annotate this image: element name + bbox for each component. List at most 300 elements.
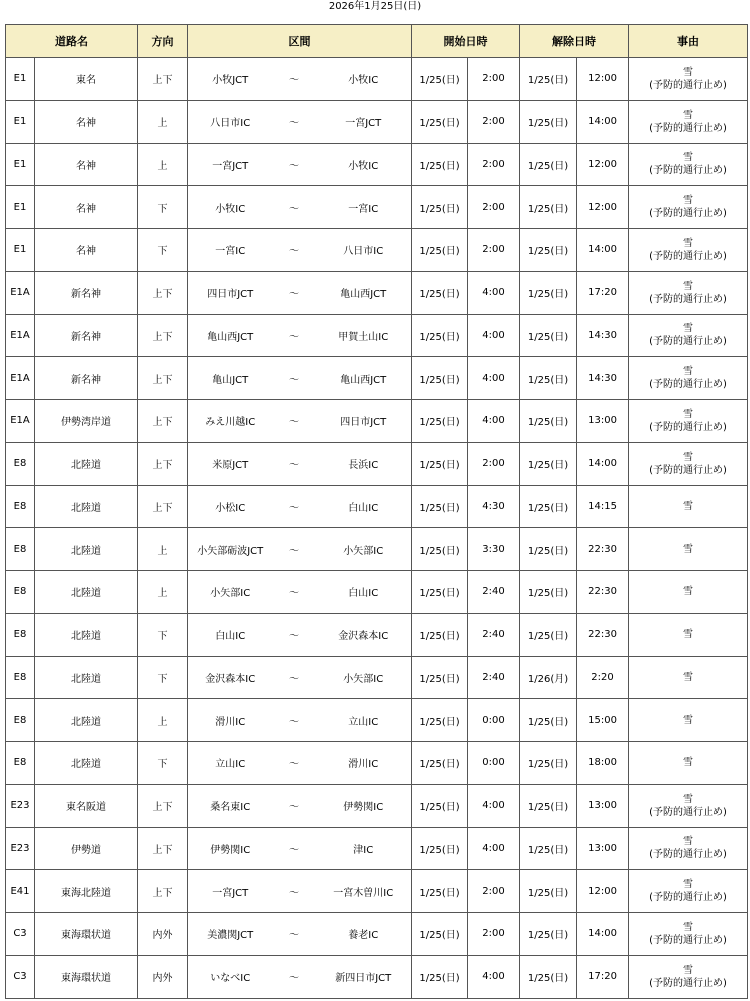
reason-cell	[629, 913, 748, 956]
start-time: 2:00	[468, 913, 520, 956]
section-from: 小松IC	[188, 485, 273, 528]
direction: 上下	[138, 357, 188, 400]
start-time: 4:00	[468, 357, 520, 400]
reason-note: (予防的通行止め)	[649, 165, 727, 177]
section-to: 新四日市JCT	[316, 955, 412, 998]
start-date: 1/25(日)	[412, 913, 468, 956]
end-date: 1/25(日)	[520, 100, 577, 143]
end-date: 1/25(日)	[520, 870, 577, 913]
road-name: 新名神	[35, 314, 138, 357]
road-code: E1A	[6, 400, 35, 443]
end-date: 1/25(日)	[520, 613, 577, 656]
section-from: みえ川越IC	[188, 400, 273, 443]
reason-cell	[629, 870, 748, 913]
reason-cell	[629, 571, 748, 614]
start-date: 1/25(日)	[412, 613, 468, 656]
reason: 雪	[683, 964, 694, 976]
section-to: 白山IC	[316, 571, 412, 614]
road-name: 伊勢湾岸道	[35, 400, 138, 443]
reason: 雪	[683, 586, 694, 598]
direction: 上	[138, 143, 188, 186]
section-from: 小牧JCT	[188, 58, 273, 101]
section-separator: ～	[273, 485, 316, 528]
reason-cell	[629, 271, 748, 314]
table-row	[6, 955, 748, 998]
section-from: 八日市IC	[188, 100, 273, 143]
direction: 内外	[138, 955, 188, 998]
section-separator: ～	[273, 229, 316, 272]
road-closure-table	[5, 24, 748, 999]
section-separator: ～	[273, 656, 316, 699]
start-time: 2:00	[468, 100, 520, 143]
end-time: 14:30	[577, 314, 629, 357]
reason: 雪	[683, 109, 694, 121]
section-from: 伊勢関IC	[188, 827, 273, 870]
section-from: 桑名東IC	[188, 784, 273, 827]
header-end: 解除日時	[520, 25, 629, 58]
direction: 上下	[138, 442, 188, 485]
table-row	[6, 613, 748, 656]
road-name: 北陸道	[35, 571, 138, 614]
road-code: E8	[6, 485, 35, 528]
end-date: 1/25(日)	[520, 913, 577, 956]
reason-note: (予防的通行止め)	[649, 464, 727, 476]
start-time: 2:00	[468, 442, 520, 485]
section-to: 白山IC	[316, 485, 412, 528]
section-separator: ～	[273, 571, 316, 614]
end-date: 1/25(日)	[520, 186, 577, 229]
section-to: 養老IC	[316, 913, 412, 956]
section-from: 美濃関JCT	[188, 913, 273, 956]
end-time: 14:00	[577, 913, 629, 956]
start-date: 1/25(日)	[412, 100, 468, 143]
reason: 雪	[683, 879, 694, 891]
road-code: E1	[6, 186, 35, 229]
direction: 上	[138, 699, 188, 742]
header-reason: 事由	[629, 25, 748, 58]
section-to: 甲賀土山IC	[316, 314, 412, 357]
section-to: 立山IC	[316, 699, 412, 742]
road-name: 北陸道	[35, 613, 138, 656]
section-to: 小牧IC	[316, 58, 412, 101]
section-to: 一宮木曽川IC	[316, 870, 412, 913]
road-code: E1	[6, 143, 35, 186]
direction: 上	[138, 571, 188, 614]
road-code: E8	[6, 442, 35, 485]
reason: 雪	[683, 237, 694, 249]
section-from: 亀山西JCT	[188, 314, 273, 357]
table-row	[6, 357, 748, 400]
start-time: 4:30	[468, 485, 520, 528]
table-row	[6, 314, 748, 357]
reason: 雪	[683, 543, 694, 555]
road-code: E8	[6, 656, 35, 699]
end-date: 1/25(日)	[520, 143, 577, 186]
start-time: 2:00	[468, 143, 520, 186]
reason: 雪	[683, 921, 694, 933]
reason-cell	[629, 400, 748, 443]
reason-note: (予防的通行止め)	[649, 79, 727, 91]
road-name: 北陸道	[35, 485, 138, 528]
reason: 雪	[683, 195, 694, 207]
start-date: 1/25(日)	[412, 784, 468, 827]
end-time: 14:15	[577, 485, 629, 528]
road-name: 名神	[35, 143, 138, 186]
table-row	[6, 571, 748, 614]
table-row	[6, 913, 748, 956]
section-separator: ～	[273, 314, 316, 357]
section-from: 立山IC	[188, 742, 273, 785]
end-date: 1/25(日)	[520, 271, 577, 314]
direction: 上	[138, 100, 188, 143]
reason-note: (予防的通行止め)	[649, 934, 727, 946]
section-separator: ～	[273, 742, 316, 785]
road-code: E23	[6, 827, 35, 870]
direction: 内外	[138, 913, 188, 956]
start-time: 2:40	[468, 656, 520, 699]
end-date: 1/25(日)	[520, 314, 577, 357]
start-time: 4:00	[468, 314, 520, 357]
section-from: 白山IC	[188, 613, 273, 656]
start-date: 1/25(日)	[412, 485, 468, 528]
direction: 下	[138, 229, 188, 272]
section-to: 四日市JCT	[316, 400, 412, 443]
table-row	[6, 186, 748, 229]
end-time: 12:00	[577, 870, 629, 913]
header-road: 道路名	[6, 25, 138, 58]
end-time: 15:00	[577, 699, 629, 742]
section-separator: ～	[273, 357, 316, 400]
reason-note: (予防的通行止め)	[649, 293, 727, 305]
road-code: E23	[6, 784, 35, 827]
start-date: 1/25(日)	[412, 314, 468, 357]
section-separator: ～	[273, 699, 316, 742]
table-row	[6, 827, 748, 870]
start-time: 4:00	[468, 827, 520, 870]
reason-note: (予防的通行止め)	[649, 421, 727, 433]
road-name: 北陸道	[35, 528, 138, 571]
start-time: 2:00	[468, 58, 520, 101]
road-code: E8	[6, 613, 35, 656]
road-name: 東海北陸道	[35, 870, 138, 913]
section-to: 一宮JCT	[316, 100, 412, 143]
section-separator: ～	[273, 100, 316, 143]
start-time: 2:40	[468, 613, 520, 656]
section-to: 亀山西JCT	[316, 357, 412, 400]
end-time: 22:30	[577, 613, 629, 656]
end-date: 1/26(月)	[520, 656, 577, 699]
road-name: 名神	[35, 229, 138, 272]
section-from: 一宮JCT	[188, 870, 273, 913]
section-to: 伊勢関IC	[316, 784, 412, 827]
table-row	[6, 784, 748, 827]
end-time: 14:30	[577, 357, 629, 400]
start-date: 1/25(日)	[412, 870, 468, 913]
reason: 雪	[683, 793, 694, 805]
reason-note: (予防的通行止め)	[649, 977, 727, 989]
road-name: 名神	[35, 186, 138, 229]
section-separator: ～	[273, 528, 316, 571]
end-date: 1/25(日)	[520, 827, 577, 870]
start-time: 3:30	[468, 528, 520, 571]
section-to: 八日市IC	[316, 229, 412, 272]
section-separator: ～	[273, 913, 316, 956]
reason-note: (予防的通行止め)	[649, 849, 727, 861]
end-time: 13:00	[577, 827, 629, 870]
start-time: 2:00	[468, 186, 520, 229]
section-to: 金沢森本IC	[316, 613, 412, 656]
reason: 雪	[683, 757, 694, 769]
road-code: E1A	[6, 314, 35, 357]
section-to: 一宮IC	[316, 186, 412, 229]
road-name: 新名神	[35, 357, 138, 400]
reason-cell	[629, 827, 748, 870]
reason: 雪	[683, 408, 694, 420]
reason-cell	[629, 699, 748, 742]
section-from: 金沢森本IC	[188, 656, 273, 699]
section-to: 小矢部IC	[316, 528, 412, 571]
section-from: 一宮JCT	[188, 143, 273, 186]
end-time: 13:00	[577, 400, 629, 443]
road-name: 北陸道	[35, 442, 138, 485]
road-code: E1	[6, 100, 35, 143]
road-name: 北陸道	[35, 699, 138, 742]
direction: 下	[138, 186, 188, 229]
section-from: 小牧IC	[188, 186, 273, 229]
end-date: 1/25(日)	[520, 58, 577, 101]
reason: 雪	[683, 629, 694, 641]
reason: 雪	[683, 366, 694, 378]
end-date: 1/25(日)	[520, 955, 577, 998]
road-name: 東海環状道	[35, 955, 138, 998]
section-from: 亀山JCT	[188, 357, 273, 400]
road-code: C3	[6, 913, 35, 956]
header-start: 開始日時	[412, 25, 520, 58]
reason-cell	[629, 742, 748, 785]
reason: 雪	[683, 66, 694, 78]
end-time: 18:00	[577, 742, 629, 785]
road-name: 東名	[35, 58, 138, 101]
end-time: 14:00	[577, 442, 629, 485]
end-time: 22:30	[577, 528, 629, 571]
end-time: 14:00	[577, 100, 629, 143]
road-code: E41	[6, 870, 35, 913]
end-date: 1/25(日)	[520, 400, 577, 443]
start-time: 2:40	[468, 571, 520, 614]
reason-cell	[629, 314, 748, 357]
start-date: 1/25(日)	[412, 58, 468, 101]
table-row	[6, 229, 748, 272]
end-date: 1/25(日)	[520, 442, 577, 485]
section-separator: ～	[273, 613, 316, 656]
reason-cell	[629, 143, 748, 186]
road-name: 北陸道	[35, 656, 138, 699]
start-date: 1/25(日)	[412, 229, 468, 272]
table-row	[6, 870, 748, 913]
start-date: 1/25(日)	[412, 955, 468, 998]
reason-cell	[629, 528, 748, 571]
start-date: 1/25(日)	[412, 742, 468, 785]
reason-cell	[629, 442, 748, 485]
section-from: 四日市JCT	[188, 271, 273, 314]
reason-cell	[629, 955, 748, 998]
reason: 雪	[683, 671, 694, 683]
reason-note: (予防的通行止め)	[649, 379, 727, 391]
start-time: 4:00	[468, 400, 520, 443]
reason: 雪	[683, 836, 694, 848]
reason-cell	[629, 613, 748, 656]
direction: 上下	[138, 870, 188, 913]
section-to: 小矢部IC	[316, 656, 412, 699]
road-name: 北陸道	[35, 742, 138, 785]
road-code: E1A	[6, 271, 35, 314]
end-time: 12:00	[577, 186, 629, 229]
section-from: 滑川IC	[188, 699, 273, 742]
document-date: 2026年1月25日(日)	[328, 1, 422, 12]
start-date: 1/25(日)	[412, 827, 468, 870]
start-time: 2:00	[468, 229, 520, 272]
start-date: 1/25(日)	[412, 656, 468, 699]
direction: 上下	[138, 784, 188, 827]
section-separator: ～	[273, 784, 316, 827]
section-separator: ～	[273, 442, 316, 485]
section-separator: ～	[273, 400, 316, 443]
start-time: 4:00	[468, 784, 520, 827]
start-date: 1/25(日)	[412, 442, 468, 485]
end-date: 1/25(日)	[520, 699, 577, 742]
road-name: 東名阪道	[35, 784, 138, 827]
reason-cell	[629, 229, 748, 272]
reason: 雪	[683, 500, 694, 512]
reason-cell	[629, 186, 748, 229]
section-from: 小矢部IC	[188, 571, 273, 614]
end-date: 1/25(日)	[520, 742, 577, 785]
section-to: 滑川IC	[316, 742, 412, 785]
header-section: 区間	[188, 25, 412, 58]
reason: 雪	[683, 714, 694, 726]
end-time: 2:20	[577, 656, 629, 699]
road-code: E8	[6, 742, 35, 785]
direction: 上下	[138, 827, 188, 870]
road-code: E1A	[6, 357, 35, 400]
table-row	[6, 656, 748, 699]
table-body	[6, 58, 748, 999]
direction: 下	[138, 656, 188, 699]
table-row	[6, 699, 748, 742]
section-from: いなべIC	[188, 955, 273, 998]
road-name: 東海環状道	[35, 913, 138, 956]
road-code: C3	[6, 955, 35, 998]
table-row	[6, 100, 748, 143]
reason-note: (予防的通行止め)	[649, 208, 727, 220]
reason-cell	[629, 784, 748, 827]
section-separator: ～	[273, 870, 316, 913]
reason-cell	[629, 485, 748, 528]
reason-cell	[629, 656, 748, 699]
table-row	[6, 58, 748, 101]
road-name: 名神	[35, 100, 138, 143]
road-code: E8	[6, 699, 35, 742]
section-separator: ～	[273, 186, 316, 229]
end-date: 1/25(日)	[520, 357, 577, 400]
section-separator: ～	[273, 827, 316, 870]
direction: 上下	[138, 58, 188, 101]
end-date: 1/25(日)	[520, 571, 577, 614]
section-from: 小矢部砺波JCT	[188, 528, 273, 571]
section-separator: ～	[273, 58, 316, 101]
section-separator: ～	[273, 955, 316, 998]
section-from: 一宮IC	[188, 229, 273, 272]
start-time: 4:00	[468, 271, 520, 314]
header-row	[6, 25, 748, 58]
section-to: 長浜IC	[316, 442, 412, 485]
end-time: 17:20	[577, 271, 629, 314]
section-to: 亀山西JCT	[316, 271, 412, 314]
end-time: 12:00	[577, 143, 629, 186]
table-row	[6, 485, 748, 528]
direction: 上下	[138, 400, 188, 443]
start-date: 1/25(日)	[412, 186, 468, 229]
end-time: 22:30	[577, 571, 629, 614]
end-date: 1/25(日)	[520, 229, 577, 272]
start-time: 0:00	[468, 742, 520, 785]
table-row	[6, 528, 748, 571]
reason-note: (予防的通行止め)	[649, 806, 727, 818]
reason-note: (予防的通行止め)	[649, 336, 727, 348]
reason: 雪	[683, 323, 694, 335]
reason-cell	[629, 58, 748, 101]
direction: 上下	[138, 485, 188, 528]
reason-note: (予防的通行止め)	[649, 250, 727, 262]
end-time: 17:20	[577, 955, 629, 998]
section-separator: ～	[273, 143, 316, 186]
header-direction: 方向	[138, 25, 188, 58]
table-row	[6, 442, 748, 485]
end-time: 14:00	[577, 229, 629, 272]
direction: 上下	[138, 314, 188, 357]
start-date: 1/25(日)	[412, 699, 468, 742]
direction: 下	[138, 742, 188, 785]
start-date: 1/25(日)	[412, 528, 468, 571]
direction: 下	[138, 613, 188, 656]
start-date: 1/25(日)	[412, 400, 468, 443]
table-row	[6, 143, 748, 186]
end-time: 13:00	[577, 784, 629, 827]
start-time: 4:00	[468, 955, 520, 998]
road-code: E1	[6, 229, 35, 272]
road-code: E1	[6, 58, 35, 101]
reason-note: (予防的通行止め)	[649, 122, 727, 134]
section-separator: ～	[273, 271, 316, 314]
road-name: 新名神	[35, 271, 138, 314]
end-date: 1/25(日)	[520, 528, 577, 571]
reason: 雪	[683, 451, 694, 463]
section-to: 小牧IC	[316, 143, 412, 186]
table-row	[6, 400, 748, 443]
start-date: 1/25(日)	[412, 571, 468, 614]
reason: 雪	[683, 280, 694, 292]
start-date: 1/25(日)	[412, 143, 468, 186]
road-name: 伊勢道	[35, 827, 138, 870]
start-time: 0:00	[468, 699, 520, 742]
road-code: E8	[6, 571, 35, 614]
table-row	[6, 271, 748, 314]
reason-cell	[629, 100, 748, 143]
table-row	[6, 742, 748, 785]
section-to: 津IC	[316, 827, 412, 870]
end-date: 1/25(日)	[520, 784, 577, 827]
reason-cell	[629, 357, 748, 400]
